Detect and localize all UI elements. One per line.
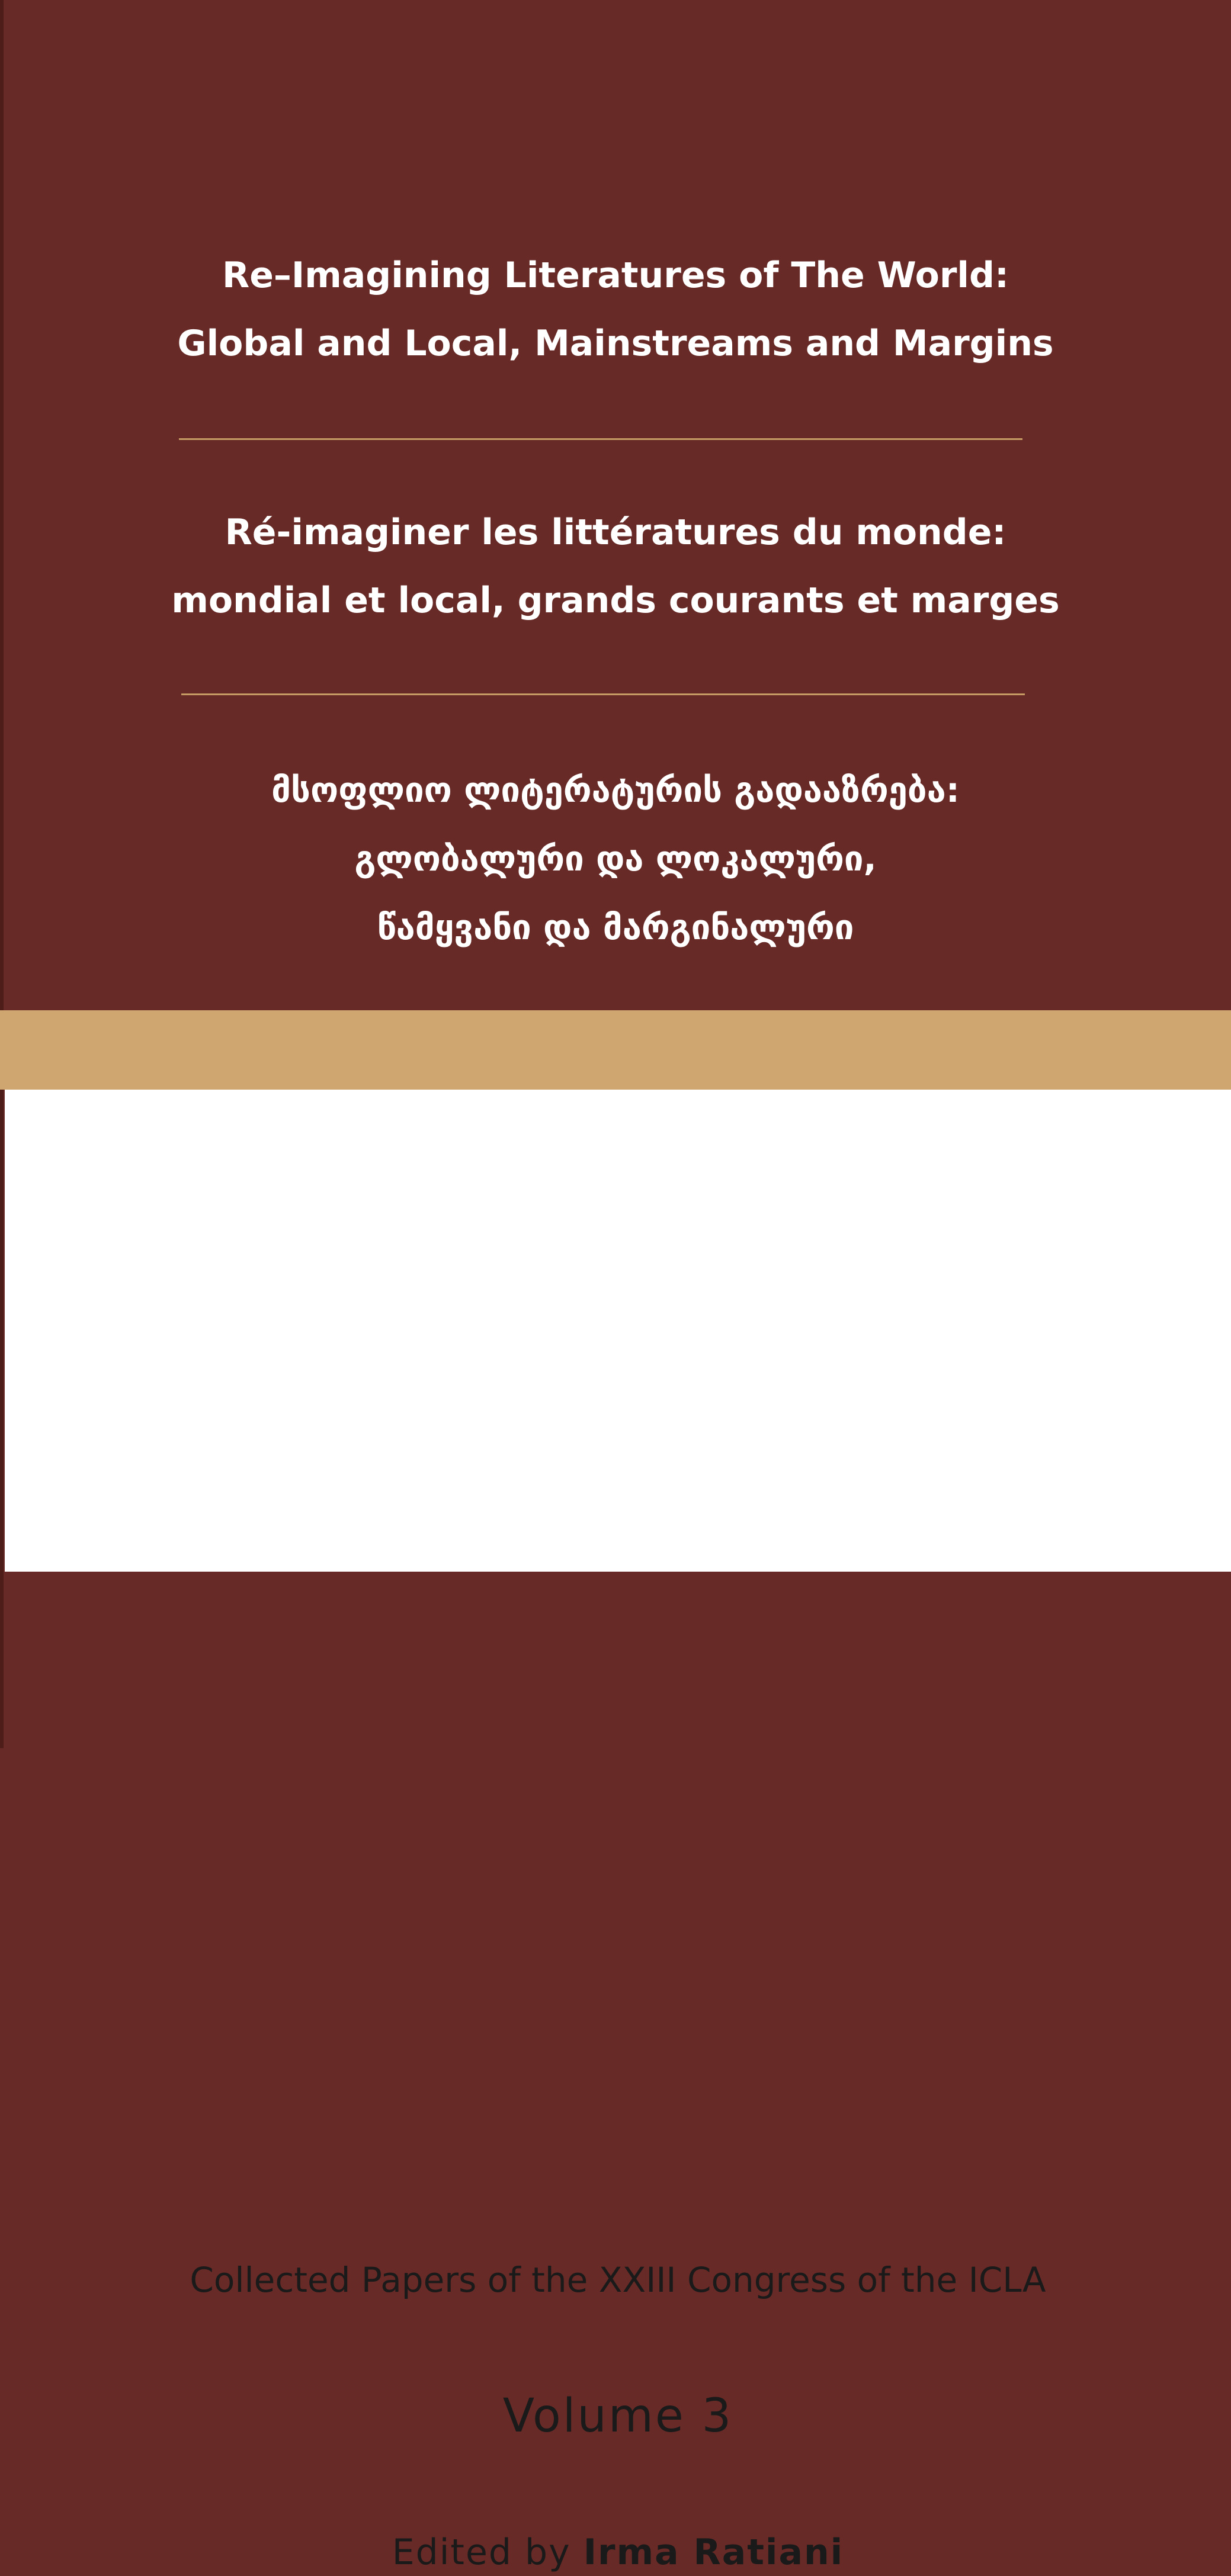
editor-name: Irma Ratiani [583,2532,844,2573]
georgian-title-line-3: წამყვანი და მარგინალური [377,907,854,947]
divider-rule-1 [179,438,1022,440]
accent-band [0,1010,1231,1090]
divider-rule-2 [181,693,1025,695]
english-title [0,242,1231,378]
volume-label: Volume 3 [502,2389,733,2443]
english-title-line-2: Global and Local, Mainstreams and Margins [177,323,1054,364]
georgian-title-line-2: გლობალური და ლოკალური, [354,839,877,879]
french-title-line-2: mondial et local, grands courants et marges [171,580,1060,621]
english-title-line-1: Re–Imagining Literatures of The World: [222,255,1009,296]
french-title [0,499,1231,635]
edited-by-label: Edited by [392,2532,584,2573]
georgian-title [0,756,1231,962]
georgian-title-line-1: მსოფლიო ლიტერატურის გადააზრება: [271,770,960,810]
collected-papers-line: Collected Papers of the XXIII Congress of the ICLA [190,2260,1046,2300]
editor-line [5,2529,1231,2576]
french-title-line-1: Ré-imaginer les littératures du monde: [225,512,1006,553]
info-panel [5,1090,1231,2573]
